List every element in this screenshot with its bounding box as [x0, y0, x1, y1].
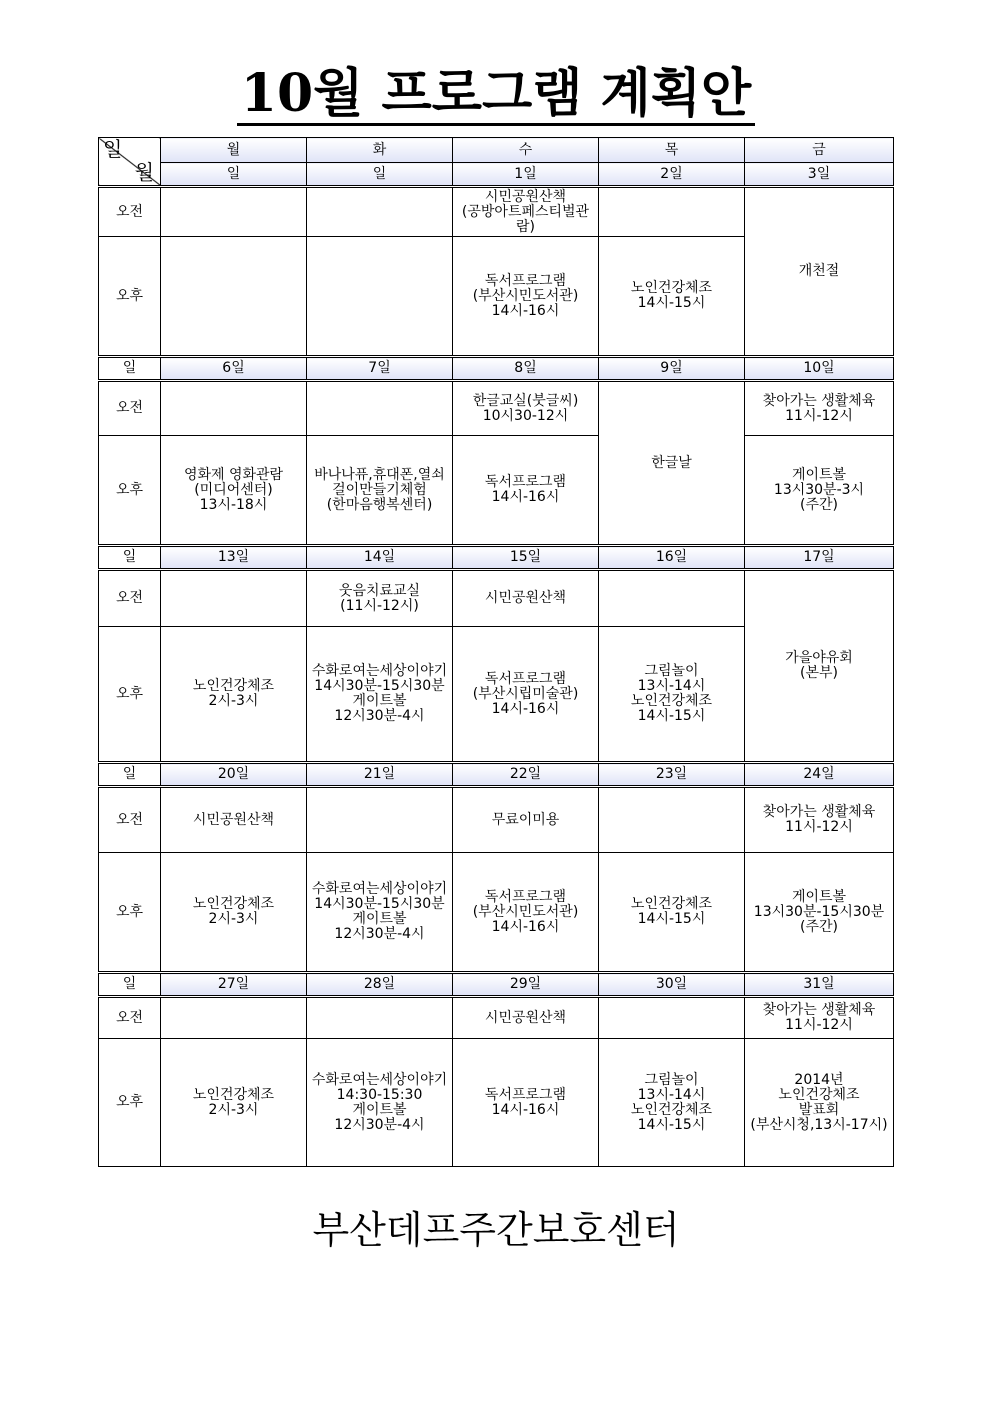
date-cell: 9일 [599, 357, 745, 381]
pm-event-cell: 수화로여는세상이야기 14시30분-15시30분 게이트볼 12시30분-4시 [307, 627, 453, 763]
am-event-cell [161, 570, 307, 627]
page-title-text: 10월 프로그램 계획안 [237, 65, 755, 126]
pm-event-cell [307, 237, 453, 357]
date-row [99, 163, 894, 187]
pm-event-cell: 독서프로그램 (부산시립미술관) 14시-16시 [453, 627, 599, 763]
am-event-cell [161, 187, 307, 237]
pm-event-cell: 영화제 영화관람 (미디어센터) 13시-18시 [161, 436, 307, 546]
am-label: 오전 [99, 381, 161, 436]
organization-name: 부산데프주간보호센터 [312, 1208, 680, 1252]
pm-event-cell: 바나나퓨,휴대폰,열쇠걸이만들기체험 (한마음행복센터) [307, 436, 453, 546]
week-label: 일 [99, 973, 161, 997]
date-cell: 28일 [307, 973, 453, 997]
date-cell: 8일 [453, 357, 599, 381]
am-event-cell: 찾아가는 생활체육 11시-12시 [745, 997, 894, 1039]
weekday-header: 목 [599, 138, 745, 163]
merged-event-cell: 한글날 [599, 381, 745, 546]
am-event-cell: 시민공원산책 [453, 570, 599, 627]
date-cell: 6일 [161, 357, 307, 381]
date-cell: 13일 [161, 546, 307, 570]
pm-label: 오후 [99, 853, 161, 973]
pm-label: 오후 [99, 436, 161, 546]
am-event-cell: 시민공원산책 (공방아트페스티벌관람) [453, 187, 599, 237]
am-event-cell [161, 381, 307, 436]
pm-label: 오후 [99, 1039, 161, 1167]
am-event-cell [307, 187, 453, 237]
date-cell: 15일 [453, 546, 599, 570]
pm-event-cell: 노인건강체조 2시-3시 [161, 627, 307, 763]
date-cell: 24일 [745, 763, 894, 787]
pm-row [99, 853, 894, 973]
corner-cell [99, 138, 161, 187]
weekday-header-row [99, 138, 894, 163]
am-event-cell: 한글교실(붓글씨) 10시30-12시 [453, 381, 599, 436]
pm-event-cell: 노인건강체조 2시-3시 [161, 1039, 307, 1167]
am-row [99, 381, 894, 436]
am-event-cell [599, 570, 745, 627]
am-event-cell [599, 187, 745, 237]
am-label: 오전 [99, 997, 161, 1039]
am-label: 오전 [99, 187, 161, 237]
week-label: 일 [99, 357, 161, 381]
date-cell: 1일 [453, 163, 599, 187]
corner-month-label: 월 [134, 160, 154, 184]
am-event-cell: 찾아가는 생활체육 11시-12시 [745, 381, 894, 436]
pm-event-cell: 노인건강체조 14시-15시 [599, 853, 745, 973]
am-event-cell [307, 381, 453, 436]
date-row [99, 546, 894, 570]
date-cell: 14일 [307, 546, 453, 570]
date-cell: 17일 [745, 546, 894, 570]
page-title [0, 62, 992, 126]
am-event-cell: 찾아가는 생활체육 11시-12시 [745, 787, 894, 853]
am-event-cell: 시민공원산책 [453, 997, 599, 1039]
am-event-cell: 시민공원산책 [161, 787, 307, 853]
date-cell: 16일 [599, 546, 745, 570]
date-cell: 20일 [161, 763, 307, 787]
date-cell: 22일 [453, 763, 599, 787]
pm-event-cell: 독서프로그램 (부산시민도서관) 14시-16시 [453, 237, 599, 357]
week-label: 일 [99, 546, 161, 570]
date-cell: 일 [161, 163, 307, 187]
date-cell: 7일 [307, 357, 453, 381]
weekday-header: 화 [307, 138, 453, 163]
pm-label: 오후 [99, 237, 161, 357]
am-row [99, 570, 894, 627]
date-cell: 2일 [599, 163, 745, 187]
am-event-cell: 무료이미용 [453, 787, 599, 853]
pm-event-cell: 독서프로그램 14시-16시 [453, 436, 599, 546]
am-label: 오전 [99, 787, 161, 853]
pm-event-cell: 그림놀이 13시-14시 노인건강체조 14시-15시 [599, 627, 745, 763]
merged-event-cell: 가을야유회 (본부) [745, 570, 894, 763]
date-cell: 23일 [599, 763, 745, 787]
pm-event-cell: 노인건강체조 2시-3시 [161, 853, 307, 973]
date-row [99, 763, 894, 787]
am-row [99, 787, 894, 853]
pm-event-cell: 그림놀이 13시-14시 노인건강체조 14시-15시 [599, 1039, 745, 1167]
date-row [99, 357, 894, 381]
am-event-cell [161, 997, 307, 1039]
weekday-header: 월 [161, 138, 307, 163]
corner-day-label: 일 [103, 137, 123, 161]
schedule-table [98, 137, 894, 1167]
week-label: 일 [99, 763, 161, 787]
date-cell: 29일 [453, 973, 599, 997]
am-event-cell [307, 997, 453, 1039]
am-label: 오전 [99, 570, 161, 627]
date-cell: 31일 [745, 973, 894, 997]
date-cell: 30일 [599, 973, 745, 997]
pm-event-cell: 독서프로그램 (부산시민도서관) 14시-16시 [453, 853, 599, 973]
pm-event-cell: 노인건강체조 14시-15시 [599, 237, 745, 357]
date-cell: 10일 [745, 357, 894, 381]
date-cell: 21일 [307, 763, 453, 787]
weekday-header: 금 [745, 138, 894, 163]
am-event-cell [599, 997, 745, 1039]
pm-event-cell: 수화로여는세상이야기 14:30-15:30 게이트볼 12시30분-4시 [307, 1039, 453, 1167]
merged-event-cell: 개천절 [745, 187, 894, 357]
pm-event-cell: 게이트볼 13시30분-15시30분 (주간) [745, 853, 894, 973]
pm-label: 오후 [99, 627, 161, 763]
pm-event-cell: 게이트볼 13시30분-3시 (주간) [745, 436, 894, 546]
am-event-cell [307, 787, 453, 853]
date-cell: 일 [307, 163, 453, 187]
pm-event-cell: 2014년 노인건강체조 발표회 (부산시청,13시-17시) [745, 1039, 894, 1167]
am-row [99, 997, 894, 1039]
am-event-cell [599, 787, 745, 853]
weekday-header: 수 [453, 138, 599, 163]
pm-row [99, 1039, 894, 1167]
date-cell: 27일 [161, 973, 307, 997]
am-event-cell: 웃음치료교실 (11시-12시) [307, 570, 453, 627]
pm-event-cell [161, 237, 307, 357]
am-row [99, 187, 894, 237]
pm-event-cell: 독서프로그램 14시-16시 [453, 1039, 599, 1167]
pm-row [99, 436, 894, 546]
date-cell: 3일 [745, 163, 894, 187]
date-row [99, 973, 894, 997]
pm-event-cell: 수화로여는세상이야기 14시30분-15시30분 게이트볼 12시30분-4시 [307, 853, 453, 973]
